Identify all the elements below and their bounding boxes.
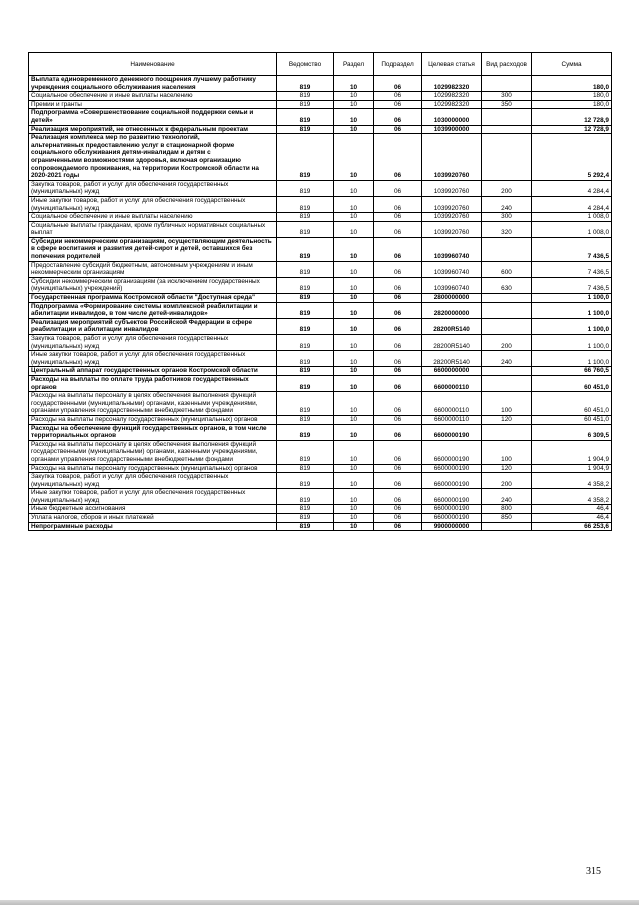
row-podrazdel: 06 bbox=[374, 125, 422, 134]
row-target-article: 28200R5140 bbox=[422, 335, 482, 351]
row-vedomstvo: 819 bbox=[277, 522, 334, 531]
row-vedomstvo: 819 bbox=[277, 213, 334, 222]
table-row bbox=[29, 392, 612, 416]
row-name: Расходы на выплаты персоналу в целях обеспечения выполнения функций государственными (муниципальными) органами, казенными учреждениями, органами управления государственными внебюджетными фондами bbox=[29, 392, 277, 416]
row-razdel: 10 bbox=[334, 92, 374, 101]
row-target-article: 2820000000 bbox=[422, 302, 482, 318]
row-name: Государственная программа Костромской области "Доступная среда" bbox=[29, 294, 277, 303]
row-name: Предоставление субсидий бюджетным, автономным учреждениям и иным некоммерческим организациям bbox=[29, 261, 277, 277]
row-vedomstvo: 819 bbox=[277, 335, 334, 351]
table-row bbox=[29, 221, 612, 237]
row-name: Реализация комплекса мер по развитию технологий, альтернативных предоставлению услуг в стационарной форме социального обслуживания детям-инвалидам и детям с ограниченными возможностями здоровья, включая организацию сопровождаемого проживания, на территории Костромской области на 2020-2021 годы bbox=[29, 134, 277, 181]
row-podrazdel: 06 bbox=[374, 92, 422, 101]
row-name: Субсидии некоммерческим организациям (за исключением государственных (муниципальных) учреждений) bbox=[29, 277, 277, 293]
row-podrazdel: 06 bbox=[374, 392, 422, 416]
row-vedomstvo: 819 bbox=[277, 180, 334, 196]
row-podrazdel: 06 bbox=[374, 351, 422, 367]
row-razdel: 10 bbox=[334, 196, 374, 212]
row-razdel: 10 bbox=[334, 440, 374, 464]
row-name: Социальное обеспечение и иные выплаты населению bbox=[29, 92, 277, 101]
row-sum: 60 451,0 bbox=[532, 415, 612, 424]
row-podrazdel: 06 bbox=[374, 277, 422, 293]
table-row bbox=[29, 367, 612, 376]
header-expense-type: Вид расходов bbox=[482, 53, 532, 76]
row-podrazdel: 06 bbox=[374, 221, 422, 237]
row-name: Реализация мероприятий субъектов Российской Федерации в сфере реабилитации и абилитации инвалидов bbox=[29, 318, 277, 334]
table-row bbox=[29, 92, 612, 101]
row-razdel: 10 bbox=[334, 318, 374, 334]
row-podrazdel: 06 bbox=[374, 196, 422, 212]
row-target-article: 1039920760 bbox=[422, 196, 482, 212]
table-row bbox=[29, 237, 612, 261]
table-row bbox=[29, 375, 612, 391]
row-vedomstvo: 819 bbox=[277, 125, 334, 134]
row-sum: 46,4 bbox=[532, 505, 612, 514]
row-target-article: 1039900000 bbox=[422, 125, 482, 134]
row-razdel: 10 bbox=[334, 213, 374, 222]
row-sum: 4 358,2 bbox=[532, 489, 612, 505]
row-vedomstvo: 819 bbox=[277, 424, 334, 440]
row-sum: 1 100,0 bbox=[532, 294, 612, 303]
row-podrazdel: 06 bbox=[374, 180, 422, 196]
row-name: Субсидии некоммерческим организациям, осуществляющим деятельность в сфере воспитания и развития детей-сирот и детей, оставшихся без попечения родителей bbox=[29, 237, 277, 261]
row-name: Подпрограмма «Формирование системы комплексной реабилитации и абилитации инвалидов, в том числе детей-инвалидов» bbox=[29, 302, 277, 318]
row-target-article: 1029982320 bbox=[422, 100, 482, 109]
row-sum: 12 728,9 bbox=[532, 109, 612, 125]
row-podrazdel: 06 bbox=[374, 375, 422, 391]
row-target-article: 1039920760 bbox=[422, 213, 482, 222]
row-vedomstvo: 819 bbox=[277, 100, 334, 109]
table-row bbox=[29, 302, 612, 318]
row-sum: 4 358,2 bbox=[532, 473, 612, 489]
row-razdel: 10 bbox=[334, 335, 374, 351]
table-row bbox=[29, 261, 612, 277]
row-razdel: 10 bbox=[334, 424, 374, 440]
row-razdel: 10 bbox=[334, 221, 374, 237]
row-target-article: 2800000000 bbox=[422, 294, 482, 303]
row-target-article: 6600000190 bbox=[422, 440, 482, 464]
row-razdel: 10 bbox=[334, 514, 374, 523]
table-row bbox=[29, 109, 612, 125]
header-podrazdel: Подраздел bbox=[374, 53, 422, 76]
row-expense-type: 200 bbox=[482, 180, 532, 196]
row-expense-type: 630 bbox=[482, 277, 532, 293]
row-podrazdel: 06 bbox=[374, 261, 422, 277]
header-vedomstvo: Ведомство bbox=[277, 53, 334, 76]
row-vedomstvo: 819 bbox=[277, 221, 334, 237]
row-expense-type bbox=[482, 424, 532, 440]
header-name: Наименование bbox=[29, 53, 277, 76]
table-row bbox=[29, 100, 612, 109]
row-target-article: 9900000000 bbox=[422, 522, 482, 531]
row-target-article: 1030000000 bbox=[422, 109, 482, 125]
row-vedomstvo: 819 bbox=[277, 473, 334, 489]
row-name: Расходы на выплаты персоналу государственных (муниципальных) органов bbox=[29, 415, 277, 424]
row-sum: 7 436,5 bbox=[532, 237, 612, 261]
row-target-article: 1039960740 bbox=[422, 277, 482, 293]
table-body bbox=[29, 76, 612, 531]
table-row bbox=[29, 76, 612, 92]
row-sum: 1 100,0 bbox=[532, 302, 612, 318]
table-row bbox=[29, 440, 612, 464]
table-row bbox=[29, 213, 612, 222]
row-razdel: 10 bbox=[334, 505, 374, 514]
row-name: Премии и гранты bbox=[29, 100, 277, 109]
row-expense-type: 320 bbox=[482, 221, 532, 237]
row-vedomstvo: 819 bbox=[277, 92, 334, 101]
table-row bbox=[29, 196, 612, 212]
row-razdel: 10 bbox=[334, 125, 374, 134]
document-page bbox=[28, 52, 611, 905]
row-expense-type: 200 bbox=[482, 473, 532, 489]
row-expense-type: 300 bbox=[482, 92, 532, 101]
row-name: Реализация мероприятий, не отнесенных к федеральным проектам bbox=[29, 125, 277, 134]
table-row bbox=[29, 134, 612, 181]
header-target-article: Целевая статья bbox=[422, 53, 482, 76]
row-expense-type: 100 bbox=[482, 392, 532, 416]
row-sum: 7 436,5 bbox=[532, 261, 612, 277]
row-expense-type: 350 bbox=[482, 100, 532, 109]
table-row bbox=[29, 522, 612, 531]
table-row bbox=[29, 180, 612, 196]
row-podrazdel: 06 bbox=[374, 109, 422, 125]
row-vedomstvo: 819 bbox=[277, 464, 334, 473]
row-expense-type: 120 bbox=[482, 464, 532, 473]
row-sum: 66 760,5 bbox=[532, 367, 612, 376]
table-row bbox=[29, 294, 612, 303]
row-expense-type: 850 bbox=[482, 514, 532, 523]
row-razdel: 10 bbox=[334, 415, 374, 424]
row-name: Социальные выплаты гражданам, кроме публичных нормативных социальных выплат bbox=[29, 221, 277, 237]
row-sum: 1 100,0 bbox=[532, 318, 612, 334]
row-expense-type bbox=[482, 522, 532, 531]
row-podrazdel: 06 bbox=[374, 424, 422, 440]
row-podrazdel: 06 bbox=[374, 522, 422, 531]
row-sum: 180,0 bbox=[532, 76, 612, 92]
row-podrazdel: 06 bbox=[374, 318, 422, 334]
row-expense-type bbox=[482, 294, 532, 303]
row-expense-type bbox=[482, 109, 532, 125]
table-row bbox=[29, 514, 612, 523]
row-target-article: 6600000190 bbox=[422, 489, 482, 505]
row-sum: 4 284,4 bbox=[532, 196, 612, 212]
row-razdel: 10 bbox=[334, 100, 374, 109]
row-expense-type: 600 bbox=[482, 261, 532, 277]
row-razdel: 10 bbox=[334, 367, 374, 376]
row-target-article: 6600000110 bbox=[422, 415, 482, 424]
row-sum: 1 008,0 bbox=[532, 213, 612, 222]
row-vedomstvo: 819 bbox=[277, 76, 334, 92]
budget-table bbox=[28, 52, 612, 531]
row-sum: 12 728,9 bbox=[532, 125, 612, 134]
row-podrazdel: 06 bbox=[374, 294, 422, 303]
row-vedomstvo: 819 bbox=[277, 109, 334, 125]
table-row bbox=[29, 473, 612, 489]
row-expense-type: 120 bbox=[482, 415, 532, 424]
row-vedomstvo: 819 bbox=[277, 415, 334, 424]
row-target-article: 6600000190 bbox=[422, 473, 482, 489]
row-sum: 180,0 bbox=[532, 100, 612, 109]
row-expense-type bbox=[482, 134, 532, 181]
row-podrazdel: 06 bbox=[374, 505, 422, 514]
table-row bbox=[29, 505, 612, 514]
row-sum: 60 451,0 bbox=[532, 375, 612, 391]
row-expense-type bbox=[482, 302, 532, 318]
row-name: Непрограммные расходы bbox=[29, 522, 277, 531]
table-header-row bbox=[29, 53, 612, 76]
row-expense-type: 200 bbox=[482, 335, 532, 351]
row-target-article: 6600000110 bbox=[422, 392, 482, 416]
row-target-article: 6600000190 bbox=[422, 514, 482, 523]
row-expense-type bbox=[482, 237, 532, 261]
row-podrazdel: 06 bbox=[374, 464, 422, 473]
row-razdel: 10 bbox=[334, 522, 374, 531]
header-sum: Сумма bbox=[532, 53, 612, 76]
row-name: Уплата налогов, сборов и иных платежей bbox=[29, 514, 277, 523]
row-name: Иные закупки товаров, работ и услуг для обеспечения государственных (муниципальных) нужд bbox=[29, 489, 277, 505]
row-sum: 1 100,0 bbox=[532, 335, 612, 351]
row-expense-type: 300 bbox=[482, 213, 532, 222]
row-sum: 46,4 bbox=[532, 514, 612, 523]
row-vedomstvo: 819 bbox=[277, 392, 334, 416]
row-razdel: 10 bbox=[334, 76, 374, 92]
row-vedomstvo: 819 bbox=[277, 134, 334, 181]
row-podrazdel: 06 bbox=[374, 514, 422, 523]
row-podrazdel: 06 bbox=[374, 100, 422, 109]
row-podrazdel: 06 bbox=[374, 367, 422, 376]
row-vedomstvo: 819 bbox=[277, 367, 334, 376]
row-target-article: 1039920760 bbox=[422, 221, 482, 237]
row-expense-type bbox=[482, 125, 532, 134]
row-name: Иные закупки товаров, работ и услуг для обеспечения государственных (муниципальных) нужд bbox=[29, 196, 277, 212]
table-row bbox=[29, 335, 612, 351]
row-razdel: 10 bbox=[334, 473, 374, 489]
row-name: Закупка товаров, работ и услуг для обеспечения государственных (муниципальных) нужд bbox=[29, 335, 277, 351]
row-vedomstvo: 819 bbox=[277, 261, 334, 277]
row-vedomstvo: 819 bbox=[277, 375, 334, 391]
row-target-article: 1039920760 bbox=[422, 180, 482, 196]
row-sum: 7 436,5 bbox=[532, 277, 612, 293]
row-target-article: 28200R5140 bbox=[422, 318, 482, 334]
row-name: Расходы на выплаты персоналу государственных (муниципальных) органов bbox=[29, 464, 277, 473]
row-name: Выплата единовременного денежного поощрения лучшему работнику учреждения социального обслуживания населения bbox=[29, 76, 277, 92]
row-vedomstvo: 819 bbox=[277, 196, 334, 212]
row-razdel: 10 bbox=[334, 351, 374, 367]
row-sum: 66 253,6 bbox=[532, 522, 612, 531]
page-number: 315 bbox=[586, 866, 601, 877]
row-podrazdel: 06 bbox=[374, 415, 422, 424]
row-target-article: 1029982320 bbox=[422, 76, 482, 92]
row-podrazdel: 06 bbox=[374, 76, 422, 92]
row-vedomstvo: 819 bbox=[277, 302, 334, 318]
row-vedomstvo: 819 bbox=[277, 514, 334, 523]
table-row bbox=[29, 277, 612, 293]
row-name: Иные закупки товаров, работ и услуг для обеспечения государственных (муниципальных) нужд bbox=[29, 351, 277, 367]
row-vedomstvo: 819 bbox=[277, 489, 334, 505]
row-sum: 1 100,0 bbox=[532, 351, 612, 367]
row-expense-type bbox=[482, 367, 532, 376]
row-expense-type: 800 bbox=[482, 505, 532, 514]
row-razdel: 10 bbox=[334, 375, 374, 391]
header-razdel: Раздел bbox=[334, 53, 374, 76]
row-expense-type: 240 bbox=[482, 489, 532, 505]
row-podrazdel: 06 bbox=[374, 473, 422, 489]
row-name: Расходы на выплаты персоналу в целях обеспечения выполнения функций государственными (муниципальными) органами, казенными учреждениями, органами управления государственными внебюджетными фондами bbox=[29, 440, 277, 464]
row-podrazdel: 06 bbox=[374, 134, 422, 181]
row-podrazdel: 06 bbox=[374, 237, 422, 261]
row-razdel: 10 bbox=[334, 464, 374, 473]
row-vedomstvo: 819 bbox=[277, 505, 334, 514]
row-podrazdel: 06 bbox=[374, 213, 422, 222]
row-name: Подпрограмма «Совершенствование социальной поддержки семьи и детей» bbox=[29, 109, 277, 125]
row-razdel: 10 bbox=[334, 134, 374, 181]
row-razdel: 10 bbox=[334, 109, 374, 125]
row-name: Иные бюджетные ассигнования bbox=[29, 505, 277, 514]
row-vedomstvo: 819 bbox=[277, 294, 334, 303]
row-target-article: 1039920760 bbox=[422, 134, 482, 181]
row-name: Закупка товаров, работ и услуг для обеспечения государственных (муниципальных) нужд bbox=[29, 473, 277, 489]
row-podrazdel: 06 bbox=[374, 302, 422, 318]
row-expense-type: 100 bbox=[482, 440, 532, 464]
row-sum: 180,0 bbox=[532, 92, 612, 101]
row-podrazdel: 06 bbox=[374, 489, 422, 505]
row-target-article: 6600000110 bbox=[422, 375, 482, 391]
row-sum: 6 309,5 bbox=[532, 424, 612, 440]
scan-bottom-edge bbox=[0, 900, 639, 905]
row-sum: 60 451,0 bbox=[532, 392, 612, 416]
row-sum: 5 292,4 bbox=[532, 134, 612, 181]
row-podrazdel: 06 bbox=[374, 440, 422, 464]
row-target-article: 6600000190 bbox=[422, 424, 482, 440]
row-razdel: 10 bbox=[334, 277, 374, 293]
table-row bbox=[29, 318, 612, 334]
row-expense-type bbox=[482, 318, 532, 334]
row-expense-type: 240 bbox=[482, 196, 532, 212]
row-target-article: 6600000190 bbox=[422, 505, 482, 514]
row-vedomstvo: 819 bbox=[277, 440, 334, 464]
row-razdel: 10 bbox=[334, 180, 374, 196]
row-target-article: 1029982320 bbox=[422, 92, 482, 101]
row-sum: 4 284,4 bbox=[532, 180, 612, 196]
table-row bbox=[29, 489, 612, 505]
table-row bbox=[29, 464, 612, 473]
row-name: Расходы на выплаты по оплате труда работников государственных органов bbox=[29, 375, 277, 391]
row-razdel: 10 bbox=[334, 489, 374, 505]
table-row bbox=[29, 125, 612, 134]
row-vedomstvo: 819 bbox=[277, 237, 334, 261]
row-target-article: 1039960740 bbox=[422, 237, 482, 261]
row-target-article: 6600000000 bbox=[422, 367, 482, 376]
row-sum: 1 904,9 bbox=[532, 464, 612, 473]
row-razdel: 10 bbox=[334, 294, 374, 303]
row-razdel: 10 bbox=[334, 237, 374, 261]
row-name: Центральный аппарат государственных органов Костромской области bbox=[29, 367, 277, 376]
row-podrazdel: 06 bbox=[374, 335, 422, 351]
row-expense-type: 240 bbox=[482, 351, 532, 367]
table-row bbox=[29, 424, 612, 440]
row-sum: 1 904,9 bbox=[532, 440, 612, 464]
table-row bbox=[29, 351, 612, 367]
row-razdel: 10 bbox=[334, 392, 374, 416]
row-name: Социальное обеспечение и иные выплаты населению bbox=[29, 213, 277, 222]
table-row bbox=[29, 415, 612, 424]
row-target-article: 28200R5140 bbox=[422, 351, 482, 367]
row-target-article: 1039960740 bbox=[422, 261, 482, 277]
row-vedomstvo: 819 bbox=[277, 318, 334, 334]
row-target-article: 6600000190 bbox=[422, 464, 482, 473]
row-razdel: 10 bbox=[334, 261, 374, 277]
row-vedomstvo: 819 bbox=[277, 351, 334, 367]
row-sum: 1 008,0 bbox=[532, 221, 612, 237]
row-expense-type bbox=[482, 76, 532, 92]
row-expense-type bbox=[482, 375, 532, 391]
row-name: Расходы на обеспечение функций государственных органов, в том числе территориальных органов bbox=[29, 424, 277, 440]
row-vedomstvo: 819 bbox=[277, 277, 334, 293]
row-name: Закупка товаров, работ и услуг для обеспечения государственных (муниципальных) нужд bbox=[29, 180, 277, 196]
row-razdel: 10 bbox=[334, 302, 374, 318]
